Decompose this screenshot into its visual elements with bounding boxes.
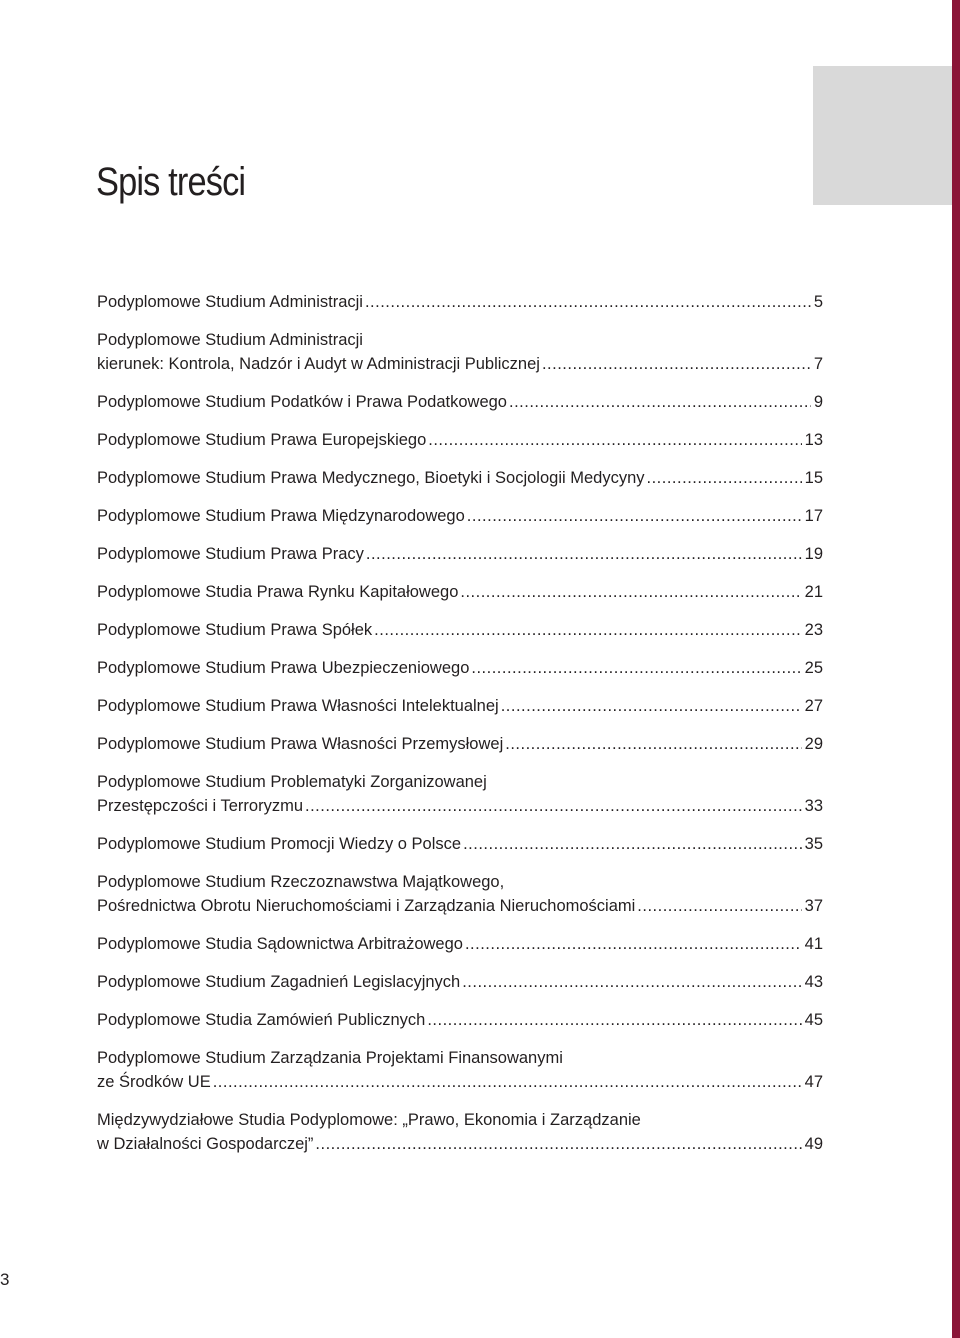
toc-entry-title: Podyplomowe Studium Prawa Ubezpieczeniowego bbox=[97, 659, 470, 677]
toc-entry[interactable] bbox=[97, 932, 823, 956]
toc-entry[interactable] bbox=[97, 770, 823, 818]
dot-leader bbox=[471, 656, 801, 680]
toc-entry[interactable] bbox=[97, 466, 823, 490]
toc-entry-title: ze Środków UE bbox=[97, 1073, 211, 1091]
toc-entry-title: kierunek: Kontrola, Nadzór i Audyt w Administracji Publicznej bbox=[97, 355, 540, 373]
toc-page-number: 17 bbox=[804, 507, 823, 525]
toc-page-number: 37 bbox=[804, 897, 823, 915]
toc-entry-title: Pośrednictwa Obrotu Nieruchomościami i Zarządzania Nieruchomościami bbox=[97, 897, 636, 915]
toc-entry-title: Podyplomowe Studium Prawa Spółek bbox=[97, 621, 373, 639]
toc-entry-title: Podyplomowe Studium Prawa Własności Przemysłowej bbox=[97, 735, 504, 753]
toc-page-number: 33 bbox=[804, 797, 823, 815]
toc-page-number: 47 bbox=[804, 1073, 823, 1091]
table-of-contents bbox=[97, 290, 823, 1170]
dot-leader bbox=[509, 390, 811, 414]
toc-page-number: 21 bbox=[804, 583, 823, 601]
dot-leader bbox=[501, 694, 802, 718]
toc-page-number: 19 bbox=[804, 545, 823, 563]
toc-entry-title: Podyplomowe Studium Zagadnień Legislacyjnych bbox=[97, 973, 461, 991]
toc-entry-title-line1: Podyplomowe Studium Problematyki Zorganizowanej bbox=[97, 773, 487, 791]
toc-entry-title: Podyplomowe Studium Promocji Wiedzy o Polsce bbox=[97, 835, 462, 853]
toc-entry[interactable] bbox=[97, 1108, 823, 1156]
toc-entry[interactable] bbox=[97, 694, 823, 718]
dot-leader bbox=[462, 970, 801, 994]
toc-entry-title-line1: Międzywydziałowe Studia Podyplomowe: „Prawo, Ekonomia i Zarządzanie bbox=[97, 1111, 641, 1129]
toc-page-number: 25 bbox=[804, 659, 823, 677]
accent-bar bbox=[952, 0, 960, 1338]
dot-leader bbox=[427, 1008, 801, 1032]
page-title: Spis treści bbox=[96, 160, 246, 204]
toc-entry-title: Podyplomowe Studium Prawa Medycznego, Bioetyki i Socjologii Medycyny bbox=[97, 469, 645, 487]
dot-leader bbox=[374, 618, 801, 642]
dot-leader bbox=[460, 580, 801, 604]
toc-entry-title: Podyplomowe Studium Prawa Europejskiego bbox=[97, 431, 427, 449]
toc-entry[interactable] bbox=[97, 618, 823, 642]
page-number: 3 bbox=[0, 1270, 10, 1289]
toc-page-number: 45 bbox=[804, 1011, 823, 1029]
toc-entry[interactable] bbox=[97, 542, 823, 566]
toc-entry[interactable] bbox=[97, 970, 823, 994]
toc-page-number: 7 bbox=[813, 355, 823, 373]
toc-entry-title-line1: Podyplomowe Studium Zarządzania Projektami Finansowanymi bbox=[97, 1049, 563, 1067]
dot-leader bbox=[428, 428, 801, 452]
toc-entry[interactable] bbox=[97, 732, 823, 756]
toc-entry-title: Podyplomowe Studium Prawa Pracy bbox=[97, 545, 364, 563]
dot-leader bbox=[542, 352, 811, 376]
toc-page-number: 35 bbox=[804, 835, 823, 853]
toc-entry-title: w Działalności Gospodarczej” bbox=[97, 1135, 314, 1153]
dot-leader bbox=[315, 1132, 801, 1156]
toc-entry[interactable] bbox=[97, 656, 823, 680]
toc-entry[interactable] bbox=[97, 504, 823, 528]
toc-entry-title: Podyplomowe Studia Prawa Rynku Kapitałowego bbox=[97, 583, 459, 601]
toc-entry[interactable] bbox=[97, 428, 823, 452]
toc-entry[interactable] bbox=[97, 390, 823, 414]
toc-entry-title: Podyplomowe Studia Zamówień Publicznych bbox=[97, 1011, 426, 1029]
toc-page-number: 23 bbox=[804, 621, 823, 639]
toc-entry-title-line1: Podyplomowe Studium Administracji bbox=[97, 331, 363, 349]
toc-page-number: 9 bbox=[813, 393, 823, 411]
dot-leader bbox=[463, 832, 802, 856]
toc-page-number: 15 bbox=[804, 469, 823, 487]
toc-entry-title: Podyplomowe Studium Prawa Międzynarodowego bbox=[97, 507, 465, 525]
toc-entry-title: Podyplomowe Studium Administracji bbox=[97, 293, 363, 311]
toc-entry-title: Podyplomowe Studia Sądownictwa Arbitrażowego bbox=[97, 935, 463, 953]
dot-leader bbox=[305, 794, 802, 818]
decorative-gray-block bbox=[813, 66, 952, 205]
dot-leader bbox=[365, 290, 811, 314]
dot-leader bbox=[637, 894, 801, 918]
toc-entry-title: Przestępczości i Terroryzmu bbox=[97, 797, 304, 815]
toc-page-number: 13 bbox=[804, 431, 823, 449]
dot-leader bbox=[213, 1070, 802, 1094]
dot-leader bbox=[647, 466, 802, 490]
toc-page-number: 27 bbox=[804, 697, 823, 715]
toc-entry-title: Podyplomowe Studium Podatków i Prawa Podatkowego bbox=[97, 393, 507, 411]
toc-entry[interactable] bbox=[97, 328, 823, 376]
toc-page-number: 41 bbox=[804, 935, 823, 953]
toc-entry-title: Podyplomowe Studium Prawa Własności Intelektualnej bbox=[97, 697, 499, 715]
toc-entry[interactable] bbox=[97, 1046, 823, 1094]
toc-entry[interactable] bbox=[97, 832, 823, 856]
dot-leader bbox=[366, 542, 802, 566]
toc-entry[interactable] bbox=[97, 290, 823, 314]
dot-leader bbox=[505, 732, 801, 756]
toc-page-number: 29 bbox=[804, 735, 823, 753]
toc-page-number: 43 bbox=[804, 973, 823, 991]
toc-entry-title-line1: Podyplomowe Studium Rzeczoznawstwa Majątkowego, bbox=[97, 873, 505, 891]
toc-entry[interactable] bbox=[97, 870, 823, 918]
dot-leader bbox=[465, 932, 802, 956]
toc-entry[interactable] bbox=[97, 1008, 823, 1032]
toc-page-number: 5 bbox=[813, 293, 823, 311]
dot-leader bbox=[467, 504, 802, 528]
toc-page-number: 49 bbox=[804, 1135, 823, 1153]
toc-entry[interactable] bbox=[97, 580, 823, 604]
